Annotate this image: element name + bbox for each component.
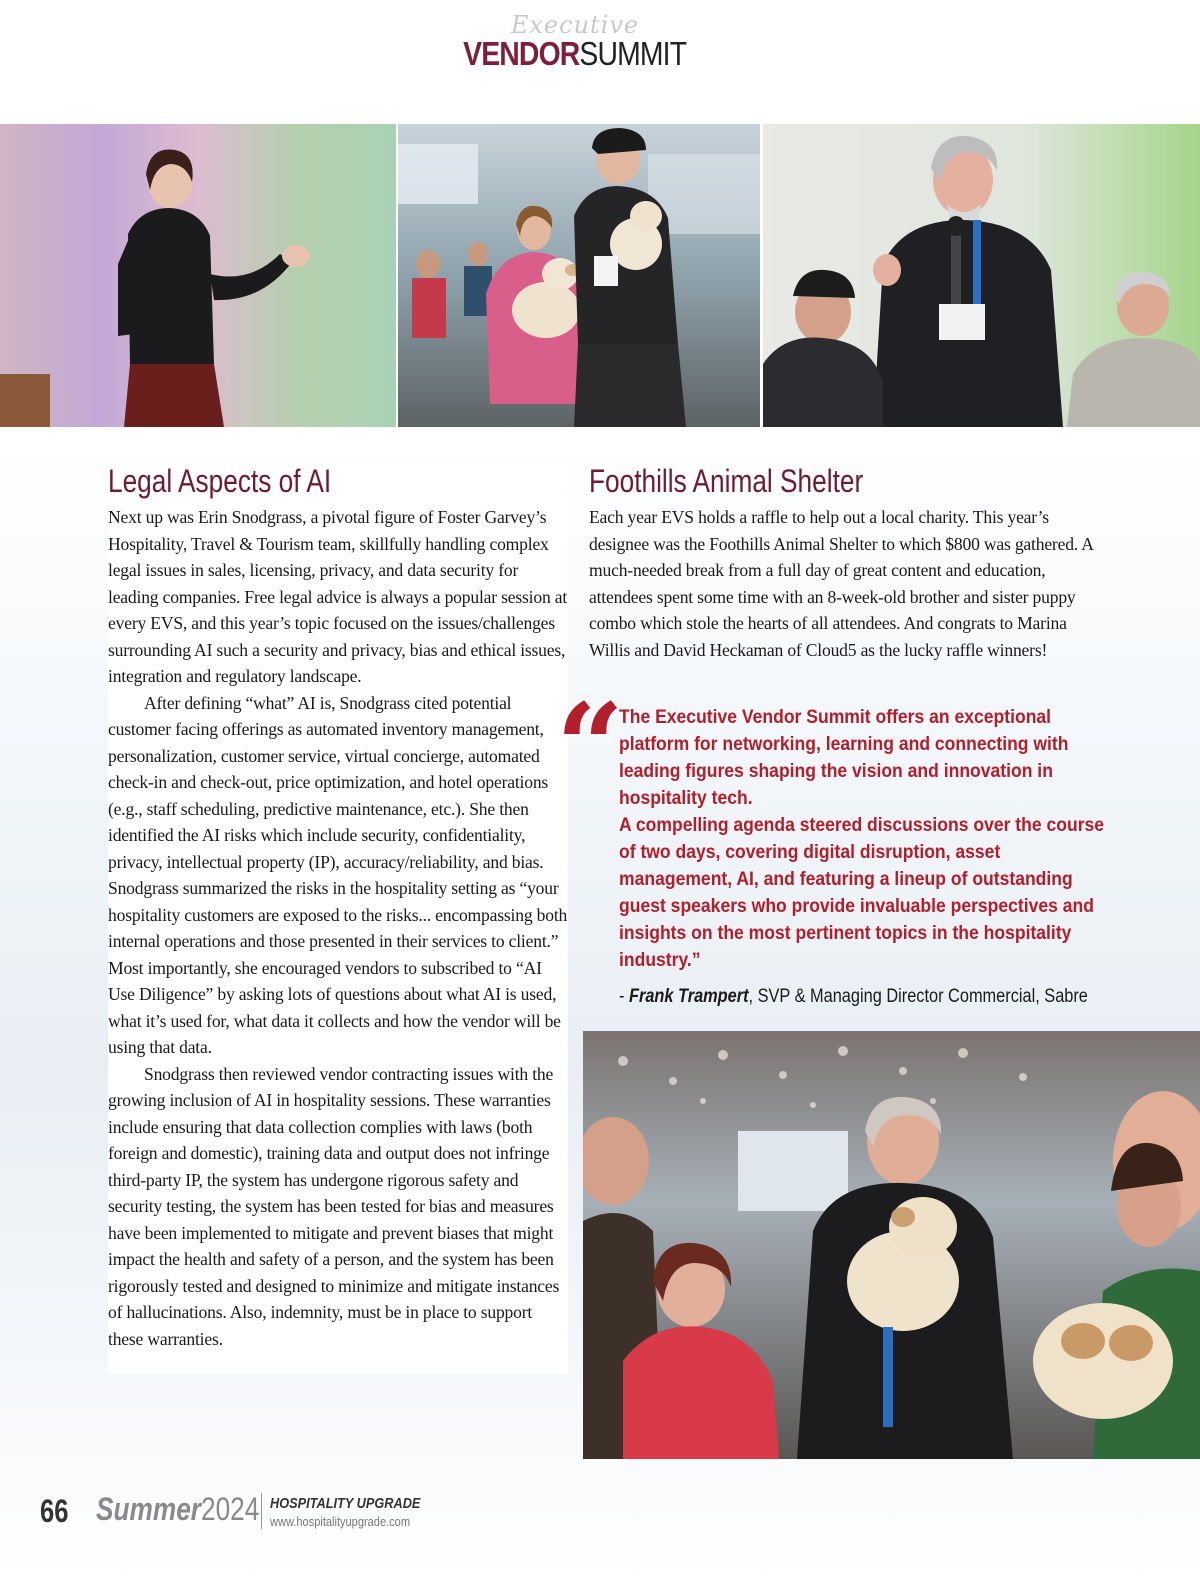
headline-foothills: Foothills Animal Shelter bbox=[589, 463, 864, 499]
paragraph-2: After defining “what” AI is, Snodgrass cited potential customer facing offerings as automated inventory management, personalization, customer service, virtual concierge, automated check-in and check-out, price optimization, and hotel operations (e.g., staff scheduling, predictive maintenance, etc.). She then identified the AI risks which include security, confidentiality, privacy, intellectual property (IP), accuracy/reliability, and bias. Snodgrass summarized the risks in the hospitality setting as “your hospitality customers are exposed to the risks... encompassing both internal operations and those presented in their services to client.” Most importantly, she encouraged vendors to subscribed to “AI Use Diligence” by asking lots of questions about what AI is used, what it’s used for, what data it collects and how the vendor will be using that data. bbox=[108, 692, 568, 1057]
photo-speaker-woman bbox=[0, 124, 396, 427]
attribution-name: Frank Trampert bbox=[628, 986, 749, 1007]
issue-year: 2024 bbox=[200, 1491, 260, 1527]
masthead-wordmark bbox=[463, 36, 686, 72]
pull-quote-text-2: A compelling agenda steered discussions over the course of two days, covering digital disruption, asset management, AI, and featuring a lineup of outstanding guest speakers who provide invaluable perspectives and insights on the most pertinent topics in the hospitality industry.” bbox=[619, 814, 1105, 971]
attribution-prefix: - bbox=[619, 986, 629, 1007]
photo-attendees-with-puppies bbox=[583, 1031, 1200, 1459]
publication-name: HOSPITALITY UPGRADE bbox=[270, 1495, 421, 1512]
publication-url: www.hospitalityupgrade.com bbox=[270, 1514, 411, 1529]
page-number: 66 bbox=[40, 1493, 69, 1529]
photo-couple-with-puppies bbox=[398, 124, 760, 427]
article-legal-aspects-of-ai bbox=[108, 462, 568, 1374]
pull-quote-attribution bbox=[619, 986, 1088, 1008]
article-foothills-animal-shelter bbox=[589, 462, 1099, 663]
paragraph-foothills: Each year EVS holds a raffle to help out a local charity. This year’s designee was the Foothills Animal Shelter to which $800 was gathered. A much-needed break from a full day of great content and education, attendees spent some time with an 8-week-old brother and sister puppy combo which stole the hearts of all attendees. And congrats to Marina Willis and David Heckaman of Cloud5 as the lucky raffle winners! bbox=[589, 507, 1093, 660]
masthead-logo bbox=[0, 11, 1150, 72]
masthead-script: Executive bbox=[510, 11, 640, 39]
masthead-summit: SUMMIT bbox=[579, 35, 687, 72]
paragraph-1: Next up was Erin Snodgrass, a pivotal figure of Foster Garvey’s Hospitality, Travel & Tourism team, skillfully handling complex legal issues in sales, licensing, privacy, and data security for leading companies. Free legal advice is always a popular session at every EVS, and this year’s topic focused on the issues/challenges surrounding AI such a security and privacy, bias and ethical issues, integration and regulatory landscape. bbox=[108, 507, 568, 686]
quote-mark-icon: “ bbox=[556, 677, 624, 816]
attribution-role: , SVP & Managing Director Commercial, Sabre bbox=[748, 986, 1088, 1007]
pull-quote-text-1: The Executive Vendor Summit offers an exceptional platform for networking, learning and connecting with leading figures shaping the vision and innovation in hospitality tech. bbox=[619, 706, 1069, 809]
paragraph-3: Snodgrass then reviewed vendor contracting issues with the growing inclusion of AI in hospitality sessions. These warranties include ensuring that data collection complies with laws (both foreign and domestic), training data and output does not infringe third-party IP, the system has undergone rigorous safety and security testing, the system has been tested for bias and measures have been implemented to mitigate and prevent biases that might impact the health and safety of a person, and the system has been rigorously tested and designed to minimize and mitigate instances of hallucinations. Also, indemnity, must be in place to support these warranties. bbox=[108, 1063, 560, 1349]
footer-divider bbox=[261, 1493, 262, 1529]
headline-legal-aspects: Legal Aspects of AI bbox=[108, 463, 332, 499]
issue-season bbox=[96, 1491, 259, 1528]
pull-quote bbox=[619, 704, 1109, 1008]
issue-season-name: Summer bbox=[96, 1491, 201, 1527]
masthead-vendor: VENDOR bbox=[463, 35, 580, 72]
photo-man-with-microphone bbox=[763, 124, 1200, 427]
